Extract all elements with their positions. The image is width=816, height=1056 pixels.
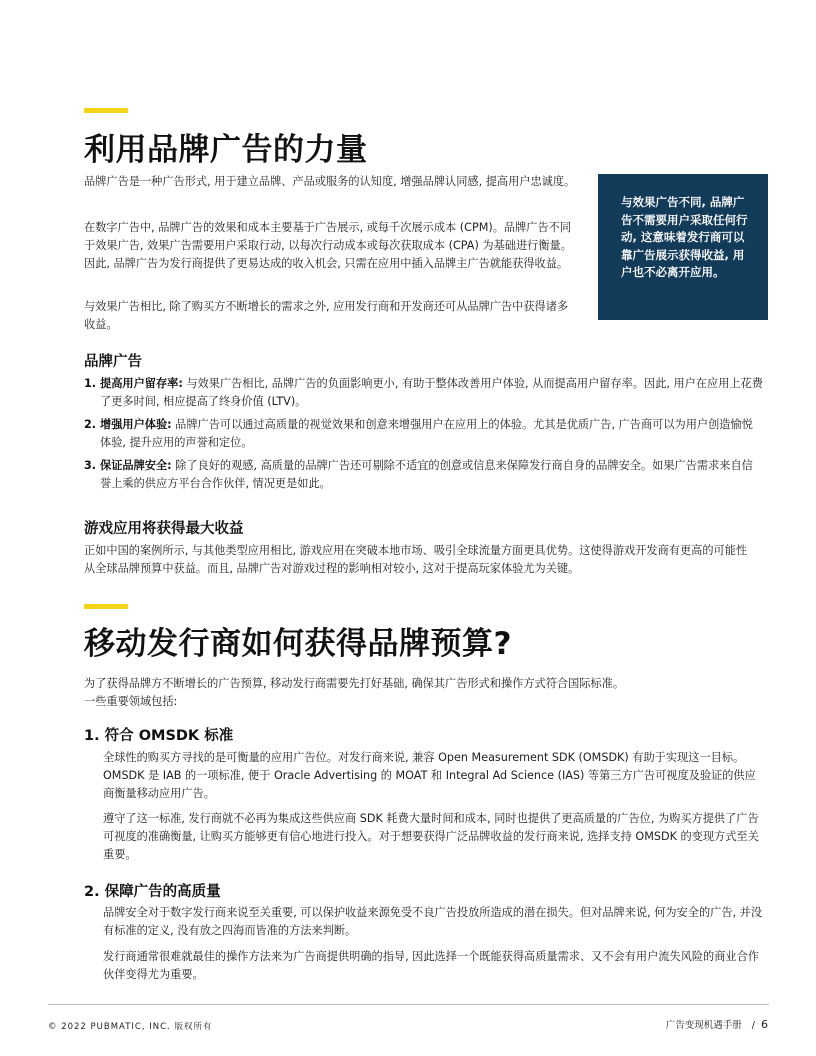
list-item-title: 保证品牌安全: xyxy=(100,459,172,472)
brand-ads-heading: 品牌广告 xyxy=(84,354,142,370)
paragraph-games: 正如中国的案例所示, 与其他类型应用相比, 游戏应用在突破本地市场、吸引全球流量方面更具优势。这使得游戏开发商有更高的可能性从全球品牌预算中获益。而且, 品牌广告对游戏过程的影响相对较小, 这对于提高玩家体验尤为关键。 xyxy=(84,544,748,575)
paragraph-intro-line-1: 为了获得品牌方不断增长的广告预算, 移动发行商需要先打好基础, 确保其广告形式和操作方式符合国际标准。 xyxy=(84,677,625,690)
list-item-retention xyxy=(84,375,764,410)
ad-quality-heading: 2. 保障广告的高质量 xyxy=(84,884,221,900)
footer-copyright: © 2022 PUBMATIC, INC. 版权所有 xyxy=(48,1022,213,1032)
list-number: 1. xyxy=(84,377,97,390)
list-number: 2. xyxy=(84,418,97,431)
games-heading: 游戏应用将获得最大收益 xyxy=(84,521,244,537)
paragraph-benefits-intro: 与效果广告相比, 除了购买方不断增长的需求之外, 应用发行商和开发商还可从品牌广告中获得诸多收益。 xyxy=(84,300,569,331)
paragraph-cpm-cpa: 在数字广告中, 品牌广告的效果和成本主要基于广告展示, 或每千次展示成本 (CPM)。品牌广告不同于效果广告, 效果广告需要用户采取行动, 以每次行动成本或每次获取成本 (CPA) 为基础进行衡量。因此, 品牌广告为发行商提供了更易达成的收入机会, 只需在应用中插入品牌主广告就能获得收益。 xyxy=(84,221,572,270)
paragraph-brand-definition: 品牌广告是一种广告形式, 用于建立品牌、产品或服务的认知度, 增强品牌认同感, 提高用户忠诚度。 xyxy=(84,175,576,188)
list-item-text: 除了良好的观感, 高质量的品牌广告还可剔除不适宜的创意或信息来保障发行商自身的品牌安全。如果广告需求来自信誉上乘的供应方平台合作伙伴, 情况更是如此。 xyxy=(100,459,753,490)
footer-separator: / xyxy=(751,1020,755,1031)
paragraph-ad-quality-2: 发行商通常很难就最佳的操作方法来为广告商提供明确的指导, 因此选择一个既能获得高质量需求、又不会有用户流失风险的商业合作伙伴变得尤为重要。 xyxy=(103,950,759,981)
footer-doc-title: 广告变现机遇手册 xyxy=(665,1020,742,1031)
page-number: 6 xyxy=(761,1018,768,1031)
footer-right xyxy=(666,1017,768,1031)
list-item-title: 增强用户体验: xyxy=(100,418,172,431)
accent-bar-section-1 xyxy=(84,108,128,113)
paragraph-omsdk-2: 遵守了这一标准, 发行商就不必再为集成这些供应商 SDK 耗费大量时间和成本, 同时也提供了更高质量的广告位, 为购买方提供了广告可视度的准确衡量, 让购买方能够更有信心地进行投入。对于想要获得广泛品牌收益的发行商来说, 选择支持 OMSDK 的变现方式至关重要。 xyxy=(103,812,759,861)
list-number: 3. xyxy=(84,459,97,472)
list-item-brand-safety xyxy=(84,457,764,492)
paragraph-ad-quality-1: 品牌安全对于数字发行商来说至关重要, 可以保护收益来源免受不良广告投放所造成的潜在损失。但对品牌来说, 何为安全的广告, 并没有标准的定义, 没有放之四海而皆准的方法来判断。 xyxy=(103,906,763,937)
section-1-title: 利用品牌广告的力量 xyxy=(84,132,368,168)
list-item-text: 与效果广告相比, 品牌广告的负面影响更小, 有助于整体改善用户体验, 从而提高用户留存率。因此, 用户在应用上花费了更多时间, 相应提高了终身价值 (LTV)。 xyxy=(100,377,763,408)
footer-divider xyxy=(48,1004,769,1005)
callout-box xyxy=(598,174,768,320)
paragraph-omsdk-1: 全球性的购买方寻找的是可衡量的应用广告位。对发行商来说, 兼容 Open Measurement SDK (OMSDK) 有助于实现这一目标。OMSDK 是 IAB 的一项标准, 便于 Oracle Advertising 的 MOAT 和 Integral Ad Science (IAS) 等第三方广告可视度及验证的供应商衡量移动应用广告。 xyxy=(103,751,756,800)
callout-text: 与效果广告不同, 品牌广告不需要用户采取任何行动, 这意味着发行商可以靠广告展示获得收益, 用户也不必离开应用。 xyxy=(621,195,748,280)
brand-benefits-list xyxy=(84,375,764,498)
list-item-text: 品牌广告可以通过高质量的视觉效果和创意来增强用户在应用上的体验。尤其是优质广告, 广告商可以为用户创造愉悦体验, 提升应用的声誉和定位。 xyxy=(100,418,753,449)
list-item-experience xyxy=(84,416,764,451)
list-item-title: 提高用户留存率: xyxy=(100,377,183,390)
accent-bar-section-2 xyxy=(84,604,128,609)
paragraph-intro-line-2: 一些重要领域包括: xyxy=(84,695,178,708)
section-2-title: 移动发行商如何获得品牌预算? xyxy=(84,626,512,662)
omsdk-heading: 1. 符合 OMSDK 标准 xyxy=(84,728,234,744)
